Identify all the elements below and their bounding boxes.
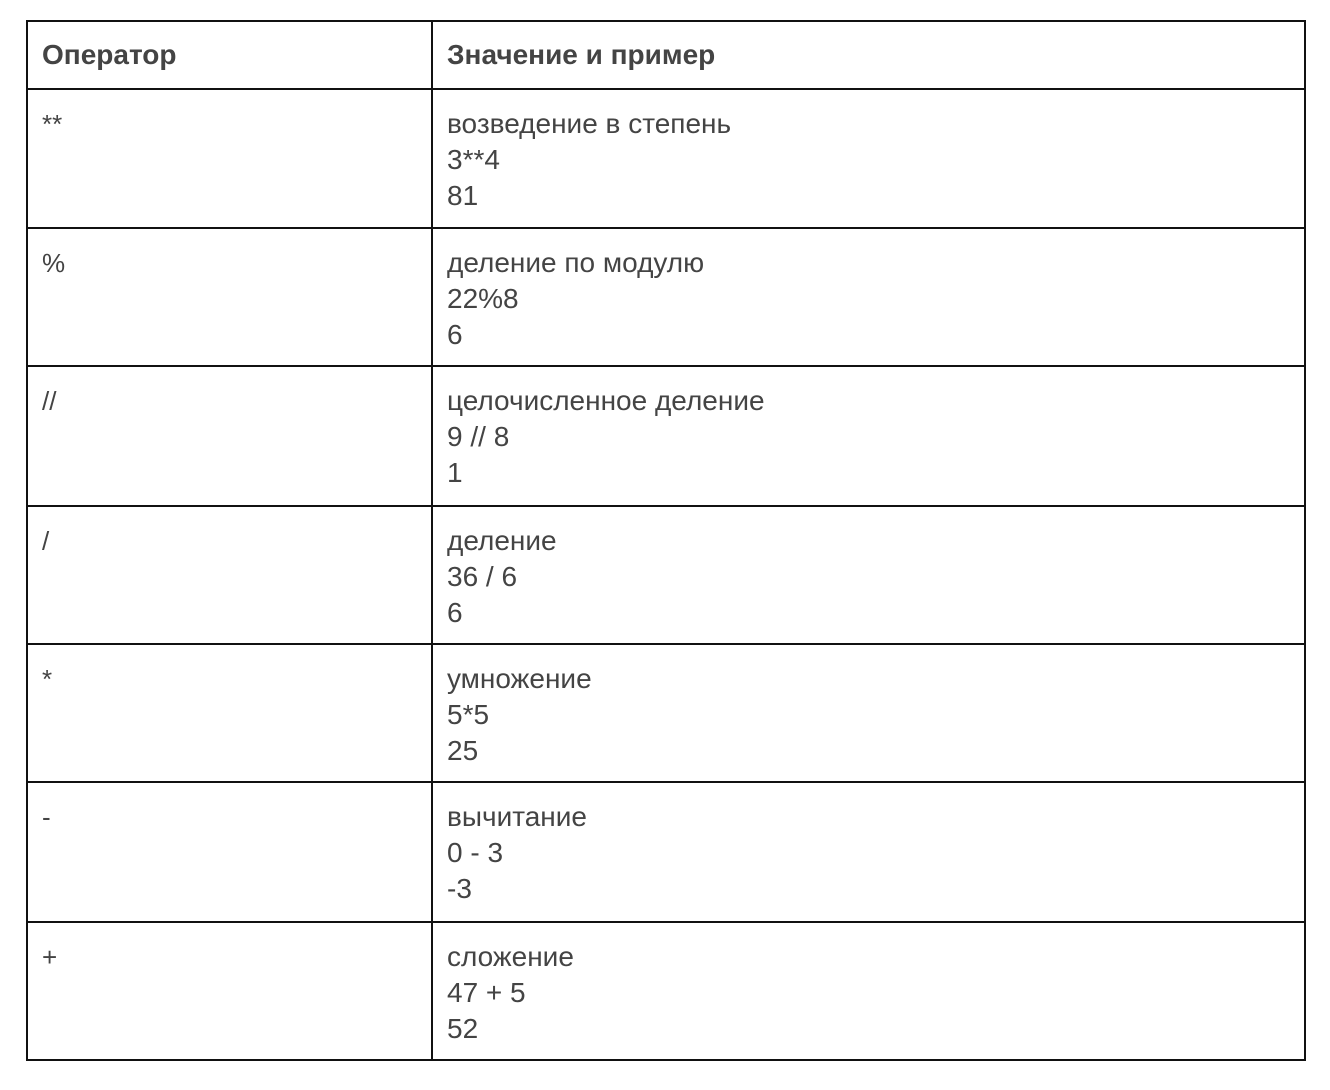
meaning-cell: [432, 506, 1305, 644]
operator-symbol: -: [42, 802, 51, 832]
operator-symbol: //: [42, 386, 57, 416]
result-text: 6: [447, 319, 463, 350]
meaning-cell: [432, 89, 1305, 228]
meaning-text: деление по модулю: [447, 247, 705, 278]
meaning-text: вычитание: [447, 801, 587, 832]
example-text: 3**4: [447, 144, 500, 175]
table-row: [27, 89, 1305, 228]
result-text: -3: [447, 873, 472, 904]
meaning-cell: [432, 644, 1305, 782]
operator-symbol: /: [42, 526, 50, 556]
meaning-text: умножение: [447, 663, 592, 694]
meaning-cell: [432, 228, 1305, 366]
table-row: [27, 644, 1305, 782]
table-row: [27, 366, 1305, 506]
meaning-cell: [432, 366, 1305, 506]
operator-cell: [27, 922, 432, 1060]
meaning-cell: [432, 922, 1305, 1060]
meaning-text: деление: [447, 525, 557, 556]
operators-table: [26, 20, 1306, 1061]
result-text: 52: [447, 1013, 479, 1044]
table-row: [27, 506, 1305, 644]
operator-cell: [27, 782, 432, 922]
operator-symbol: %: [42, 248, 66, 278]
operator-cell: [27, 506, 432, 644]
meaning-text: целочисленное деление: [447, 385, 765, 416]
table-row: [27, 228, 1305, 366]
example-text: 22%8: [447, 283, 519, 314]
result-text: 25: [447, 735, 479, 766]
result-text: 6: [447, 597, 463, 628]
table-row: [27, 782, 1305, 922]
example-text: 5*5: [447, 699, 490, 730]
example-text: 9 // 8: [447, 421, 510, 452]
result-text: 81: [447, 180, 479, 211]
example-text: 36 / 6: [447, 561, 518, 592]
example-text: 47 + 5: [447, 977, 526, 1008]
operator-symbol: +: [42, 942, 58, 972]
header-row: [27, 21, 1305, 89]
operator-cell: [27, 644, 432, 782]
operator-cell: [27, 89, 432, 228]
meaning-text: возведение в степень: [447, 108, 732, 139]
result-text: 1: [447, 457, 463, 488]
meaning-cell: [432, 782, 1305, 922]
operator-symbol: **: [42, 109, 63, 139]
example-text: 0 - 3: [447, 837, 504, 868]
operator-cell: [27, 366, 432, 506]
header-operator: Оператор: [27, 21, 432, 89]
table-row: [27, 922, 1305, 1060]
meaning-text: сложение: [447, 941, 574, 972]
operator-cell: [27, 228, 432, 366]
header-meaning: Значение и пример: [432, 21, 1305, 89]
operator-symbol: *: [42, 664, 53, 694]
